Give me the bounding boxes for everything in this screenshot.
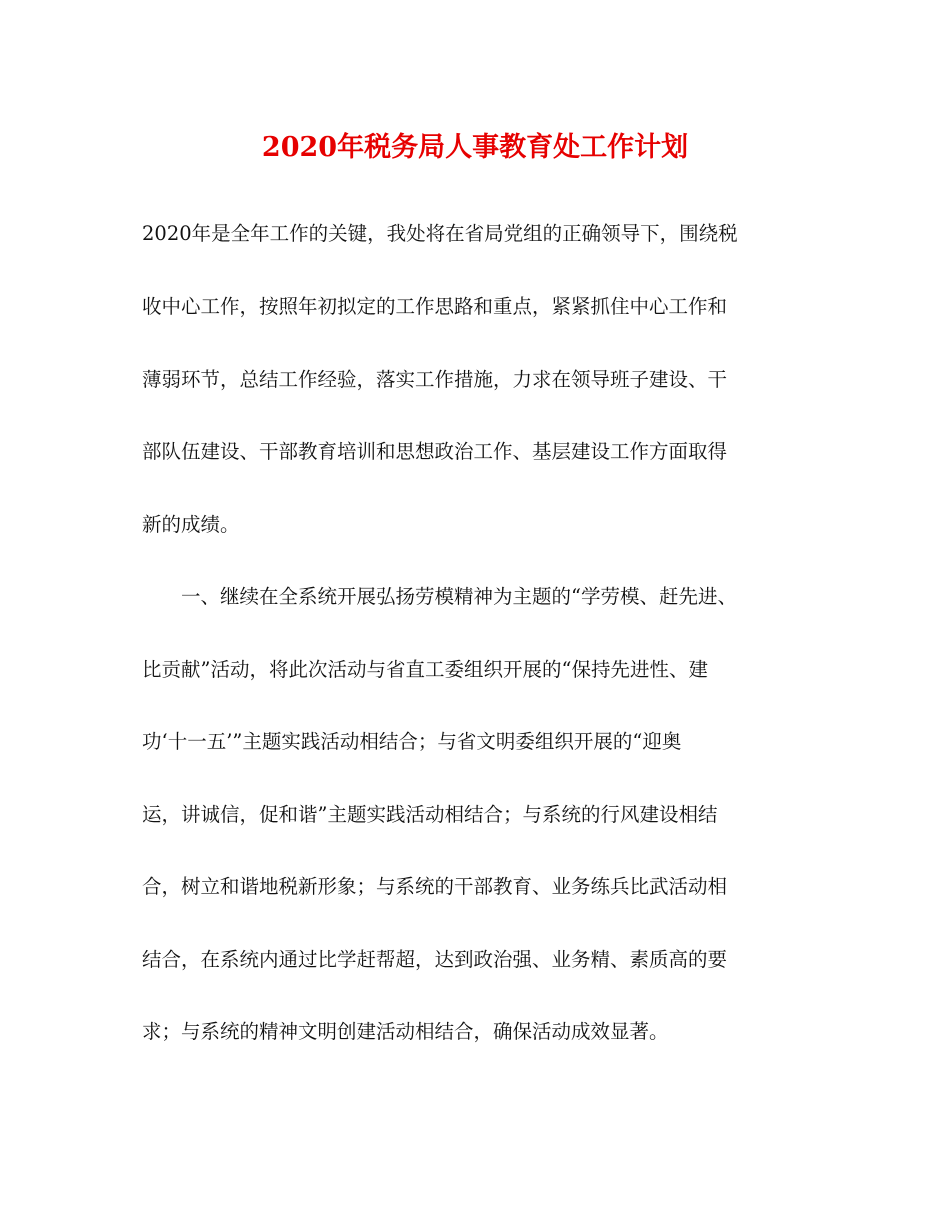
paragraph-line: 合，树立和谐地税新形象；与系统的干部教育、业务练兵比武活动相 bbox=[142, 875, 728, 898]
paragraph-line: 2020年是全年工作的关键，我处将在省局党组的正确领导下，围绕税 bbox=[142, 222, 738, 245]
paragraph-line: 比贡献”活动，将此次活动与省直工委组织开展的“保持先进性、建 bbox=[142, 658, 708, 681]
paragraph-line: 收中心工作，按照年初拟定的工作思路和重点，紧紧抓住中心工作和 bbox=[142, 295, 728, 318]
paragraph-line: 新的成绩。 bbox=[142, 513, 240, 536]
paragraph-line: 薄弱环节，总结工作经验，落实工作措施，力求在领导班子建设、干 bbox=[142, 368, 728, 391]
paragraph-line: 结合，在系统内通过比学赶帮超，达到政治强、业务精、素质高的要 bbox=[142, 948, 728, 971]
paragraph-line: 一、继续在全系统开展弘扬劳模精神为主题的“学劳模、赶先进、 bbox=[142, 585, 737, 608]
paragraph-line: 运，讲诚信，促和谐”主题实践活动相结合；与系统的行风建设相结 bbox=[142, 803, 718, 826]
document-title: 2020年税务局人事教育处工作计划 bbox=[261, 132, 689, 163]
paragraph-line: 求；与系统的精神文明创建活动相结合，确保活动成效显著。 bbox=[142, 1020, 669, 1043]
paragraph-line: 功‘十一五’”主题实践活动相结合；与省文明委组织开展的“迎奥 bbox=[142, 730, 682, 753]
paragraph-line: 部队伍建设、干部教育培训和思想政治工作、基层建设工作方面取得 bbox=[142, 440, 728, 463]
